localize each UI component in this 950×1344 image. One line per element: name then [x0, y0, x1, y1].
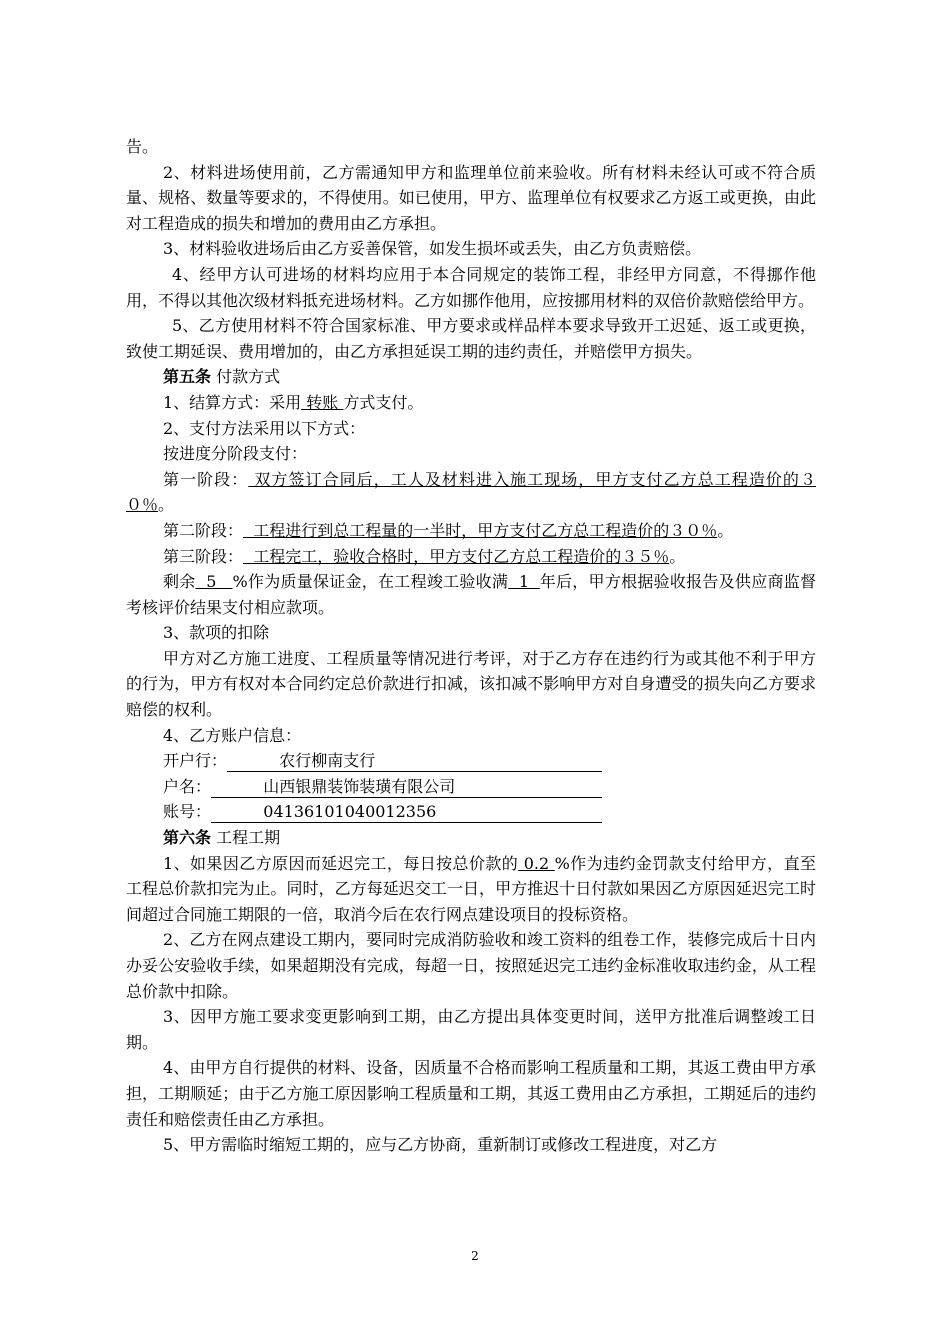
material-clause-5: 5、乙方使用材料不符合国家标准、甲方要求或样品样本要求导致开工迟延、返工或更换，致使工期延误、费用增加的，由乙方承担延误工期的违约责任，并赔偿甲方损失。 — [126, 316, 816, 361]
paragraph-continuation: 告。 — [126, 137, 159, 156]
stage-3-terms: 工程完工，验收合格时，甲方支付乙方总工程造价的３５％ — [243, 546, 670, 566]
article-5-number: 第五条 — [163, 367, 212, 387]
stage-3-label: 第三阶段： — [163, 546, 244, 566]
stage-1-end: 。 — [158, 495, 175, 515]
payment-stage-3 — [126, 544, 816, 570]
stage-2-terms: 工程进行到总工程量的一半时，甲方支付乙方总工程造价的３０％ — [243, 520, 718, 540]
stage-2-end: 。 — [717, 520, 734, 540]
retention-clause — [126, 569, 816, 620]
article-6-number: 第六条 — [163, 828, 212, 848]
schedule-clause-5: 5、甲方需临时缩短工期的，应与乙方协商，重新制订或修改工程进度，对乙方 — [163, 1135, 718, 1155]
schedule-clause-4: 4、由甲方自行提供的材料、设备，因质量不合格而影响工程质量和工期，其返工费由甲方承担，工期顺延；由于乙方施工原因影响工程质量和工期，其返工费用由乙方承担，工期延后的违约责任和赔偿责任由乙方承担。 — [126, 1058, 816, 1129]
account-holder-field: 山西银鼎装饰装璜有限公司 — [211, 777, 602, 798]
bank-line — [126, 748, 816, 774]
payment-method-value: 转账 — [301, 392, 344, 412]
article-5-heading — [126, 364, 816, 390]
page-number: 2 — [471, 1249, 479, 1263]
payment-clause-2: 2、支付方法采用以下方式： — [163, 418, 366, 438]
payment-clause-1 — [126, 390, 816, 416]
account-line — [126, 799, 816, 825]
stage-2-label: 第二阶段： — [163, 520, 244, 540]
retention-middle: %作为质量保证金，在工程竣工验收满 — [232, 572, 509, 592]
article-6-title: 工程工期 — [216, 828, 281, 848]
retention-prefix: 剩余 — [163, 572, 196, 592]
article-6-heading — [126, 825, 816, 851]
material-clause-3: 3、材料验收进场后由乙方妥善保管，如发生损坏或丢失，由乙方负责赔偿。 — [163, 239, 702, 259]
payment-stage-1 — [126, 467, 816, 518]
penalty-rate: 0.2 — [518, 853, 555, 873]
payment-method-prefix: 1、结算方式：采用 — [163, 392, 302, 412]
bank-label: 开户行： — [163, 751, 228, 771]
holder-label: 户名： — [163, 776, 212, 796]
schedule-clause-1 — [126, 851, 816, 928]
schedule-clause-2: 2、乙方在网点建设工期内，要同时完成消防验收和竣工资料的组卷工作，装修完成后十日内办妥公安验收手续，如果超期没有完成，每超一日，按照延迟完工违约金标准收取违约金，从工程总价款中扣除。 — [126, 930, 816, 1001]
holder-line — [126, 774, 816, 800]
payment-by-stage: 按进度分阶段支付： — [163, 444, 308, 464]
account-label: 账号： — [163, 802, 212, 822]
stage-3-end: 。 — [669, 546, 686, 566]
bank-name-field: 农行柳南支行 — [227, 751, 602, 772]
deduction-title: 3、款项的扣除 — [163, 623, 270, 643]
retention-suffix: 年后，甲方根据验收报告及供应商监督考核评价结果支付相应款项。 — [126, 572, 816, 617]
payment-stage-2 — [126, 518, 816, 544]
penalty-suffix: %作为违约金罚款支付给甲方，直至工程总价款扣完为止。同时，乙方每延迟交工一日，甲方推迟十日付款如果因乙方原因延迟完工时间超过合同施工期限的一倍，取消今后在农行网点建设项目的投标资格。 — [126, 853, 816, 924]
schedule-clause-3: 3、因甲方施工要求变更影响到工期，由乙方提出具体变更时间，送甲方批准后调整竣工日期。 — [126, 1007, 816, 1052]
account-info-title: 4、乙方账户信息： — [163, 725, 302, 745]
payment-method-suffix: 方式支付。 — [343, 392, 424, 412]
retention-years: 1 — [508, 572, 540, 592]
stage-1-terms: 双方签订合同后，工人及材料进入施工现场，甲方支付乙方总工程造价的３０％ — [126, 469, 816, 515]
article-5-title: 付款方式 — [216, 367, 281, 387]
stage-1-label: 第一阶段： — [163, 469, 249, 489]
deduction-body: 甲方对乙方施工进度、工程质量等情况进行考评，对于乙方存在违约行为或其他不利于甲方的行为，甲方有权对本合同约定总价款进行扣减，该扣减不影响甲方对自身遭受的损失向乙方要求赔偿的权利。 — [126, 648, 816, 720]
document-body — [126, 134, 816, 1158]
retention-percent: 5 — [195, 572, 233, 592]
material-clause-4: 4、经甲方认可进场的材料均应用于本合同规定的装饰工程，非经甲方同意，不得挪作他用，不得以其他次级材料抵充进场材料。乙方如挪作他用，应按挪用材料的双倍价款赔偿给甲方。 — [126, 264, 816, 310]
account-number-field: 04136101040012356 — [211, 802, 602, 823]
penalty-prefix: 1、如果因乙方原因而延迟完工，每日按总价款的 — [163, 853, 519, 873]
material-clause-2: 2、材料进场使用前，乙方需通知甲方和监理单位前来验收。所有材料未经认可或不符合质量、规格、数量等要求的，不得使用。如已使用，甲方、监理单位有权要求乙方返工或更换，由此对工程造成的损失和增加的费用由乙方承担。 — [126, 162, 816, 233]
